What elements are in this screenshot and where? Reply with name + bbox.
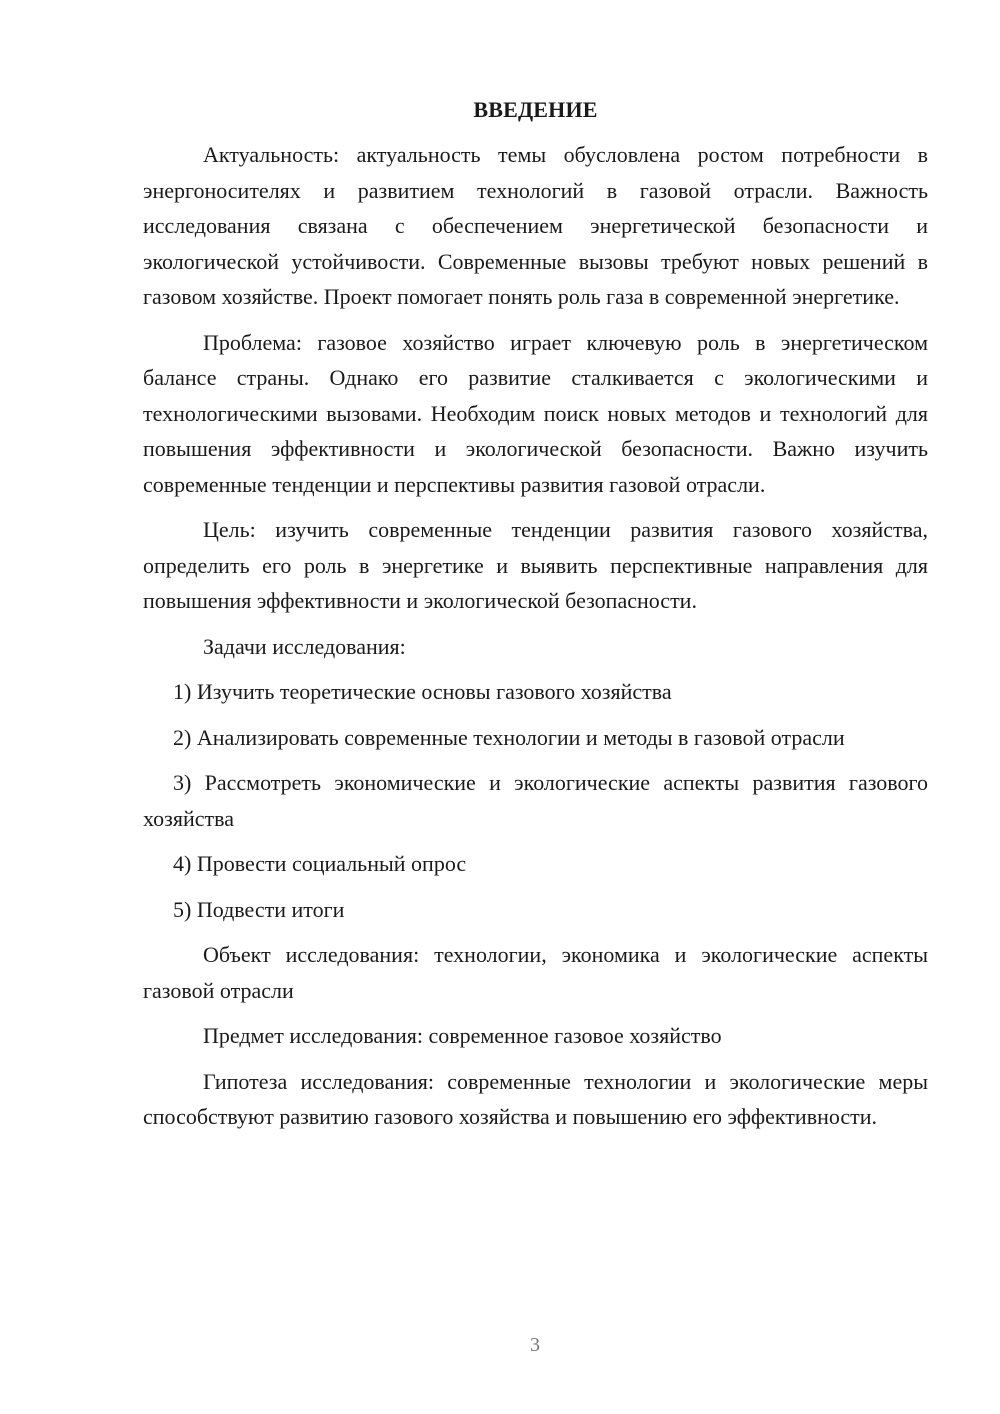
- task-item-1: 1) Изучить теоретические основы газового хозяйства: [173, 679, 672, 704]
- paragraph-relevance: Актуальность: актуальность темы обусловлена ростом потребности в энергоносителях и развитием технологий в газовой отрасли. Важность исследования связана с обеспечением энергетической безопасности и экологической устойчивости. Современные вызовы требуют новых решений в газовом хозяйстве. Проект помогает понять роль газа в современной энергетике.: [143, 142, 928, 309]
- task-item-3: 3) Рассмотреть экономические и экологические аспекты развития газового хозяйства: [143, 770, 928, 831]
- tasks-heading: Задачи исследования:: [203, 633, 406, 659]
- paragraph-goal: Цель: изучить современные тенденции развития газового хозяйства, определить его роль в энергетике и выявить перспективные направления для повышения эффективности и экологической безопасности.: [143, 517, 928, 613]
- task-item-4: 4) Провести социальный опрос: [173, 851, 467, 876]
- task-item-5: 5) Подвести итоги: [173, 896, 345, 922]
- document-page: [143, 95, 928, 1135]
- paragraph-hypothesis: Гипотеза исследования: современные технологии и экологические меры способствуют развитию газового хозяйства и повышению его эффективности.: [143, 1068, 928, 1129]
- task-item-2: 2) Анализировать современные технологии и методы в газовой отрасли: [173, 724, 845, 750]
- paragraph-problem: Проблема: газовое хозяйство играет ключевую роль в энергетическом балансе страны. Однако его развитие сталкивается с экологическими и технологическими вызовами. Необходим поиск новых методов и технологий для повышения эффективности и экологической безопасности. Важно изучить современные тенденции и перспективы развития газовой отрасли.: [143, 329, 928, 497]
- paragraph-subject: Предмет исследования: современное газовое хозяйство: [203, 1023, 722, 1048]
- page-number: 3: [530, 1334, 540, 1356]
- section-title: ВВЕДЕНИЕ: [473, 97, 598, 122]
- paragraph-object: Объект исследования: технологии, экономика и экологические аспекты газовой отрасли: [143, 942, 928, 1003]
